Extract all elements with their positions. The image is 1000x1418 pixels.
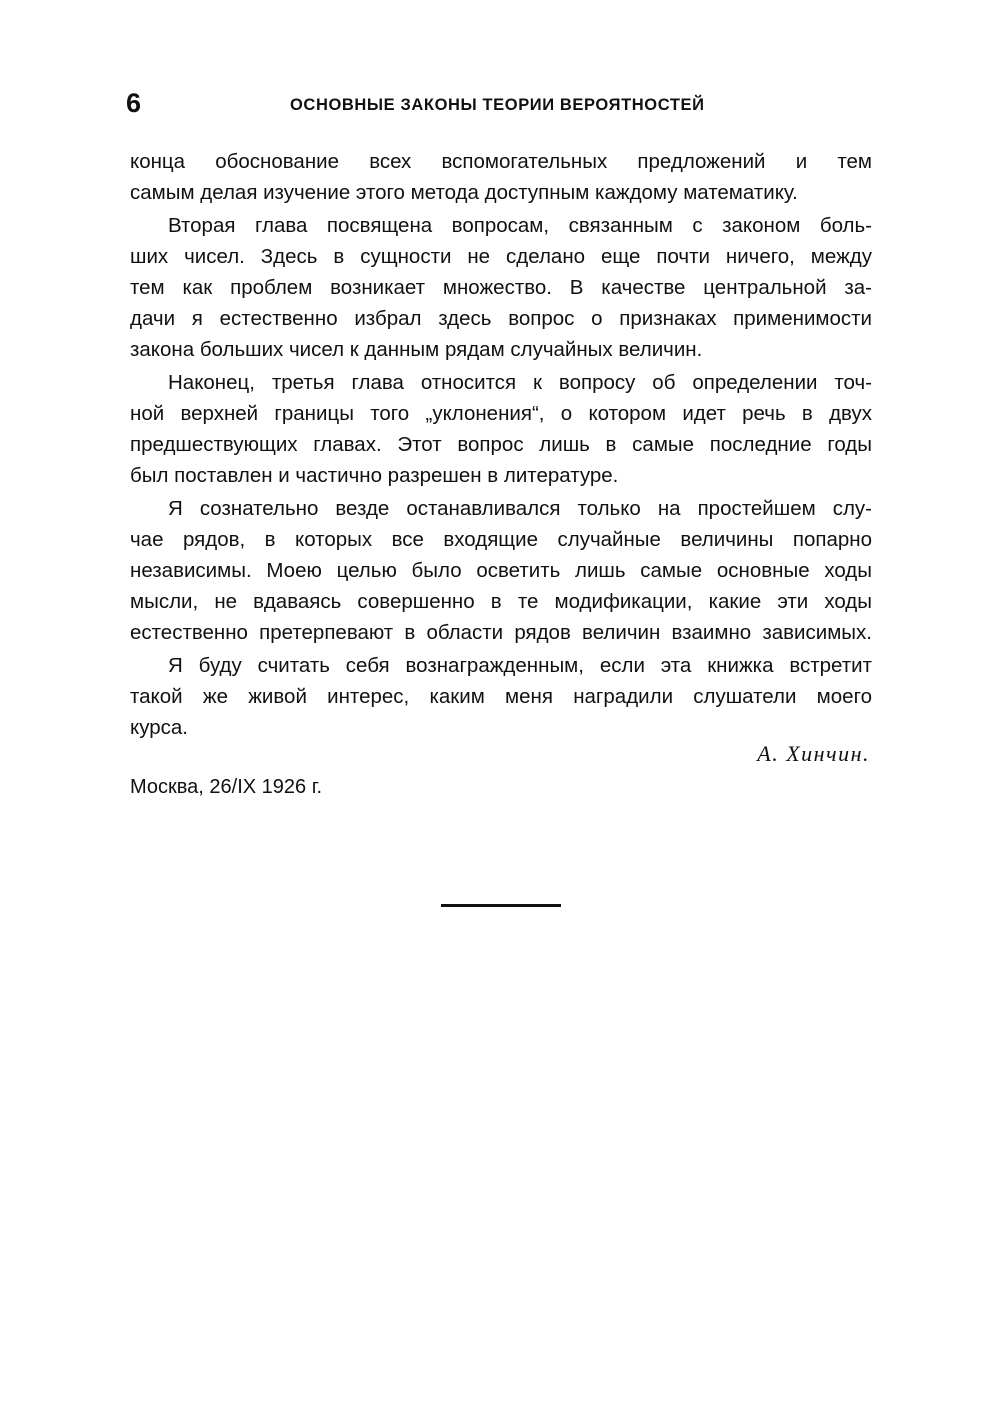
end-rule bbox=[441, 904, 561, 907]
place-date: Москва, 26/IX 1926 г. bbox=[130, 776, 323, 798]
page-number: 6 bbox=[126, 88, 142, 118]
text-line: Я сознательно везде останавливался только на простейшем слу- bbox=[168, 497, 872, 520]
paragraph bbox=[130, 650, 872, 743]
text-line: был поставлен и частично разрешен в литературе. bbox=[130, 464, 619, 487]
text-line: закона больших чисел к данным рядам случайных величин. bbox=[130, 338, 703, 361]
text-line: такой же живой интерес, каким меня наградили слушатели моего bbox=[130, 685, 872, 708]
body-text bbox=[130, 146, 872, 743]
text-line: предшествующих главах. Этот вопрос лишь в самые последние годы bbox=[130, 433, 872, 456]
text-line: ших чисел. Здесь в сущности не сделано еще почти ничего, между bbox=[130, 245, 872, 268]
text-line: курса. bbox=[130, 716, 188, 739]
text-line: самым делая изучение этого метода доступным каждому математику. bbox=[130, 181, 798, 204]
text-line: Наконец, третья глава относится к вопросу об определении точ- bbox=[168, 371, 872, 394]
text-line: Я буду считать себя вознагражденным, если эта книжка встретит bbox=[168, 654, 872, 677]
text-line: чае рядов, в которых все входящие случайные величины попарно bbox=[130, 528, 872, 551]
paragraph bbox=[130, 367, 872, 491]
text-line: независимы. Моею целью было осветить лишь самые основные ходы bbox=[130, 559, 872, 582]
text-line: мысли, не вдаваясь совершенно в те модификации, какие эти ходы bbox=[130, 590, 872, 613]
text-line: естественно претерпевают в области рядов величин взаимно зависимых. bbox=[130, 621, 872, 644]
text-line: дачи я естественно избрал здесь вопрос о признаках применимости bbox=[130, 307, 872, 330]
text-line: Вторая глава посвящена вопросам, связанным с законом боль- bbox=[168, 214, 872, 237]
text-line: тем как проблем возникает множество. В качестве центральной за- bbox=[130, 276, 872, 299]
paragraph bbox=[130, 210, 872, 365]
author-signature: А. Хинчин. bbox=[757, 741, 870, 766]
paragraph bbox=[130, 493, 872, 648]
text-line: ной верхней границы того „уклонения“, о котором идет речь в двух bbox=[130, 402, 872, 425]
paragraph bbox=[130, 146, 872, 208]
text-line: конца обоснование всех вспомогательных предложений и тем bbox=[130, 150, 872, 173]
running-title: ОСНОВНЫЕ ЗАКОНЫ ТЕОРИИ ВЕРОЯТНОСТЕЙ bbox=[290, 96, 705, 114]
